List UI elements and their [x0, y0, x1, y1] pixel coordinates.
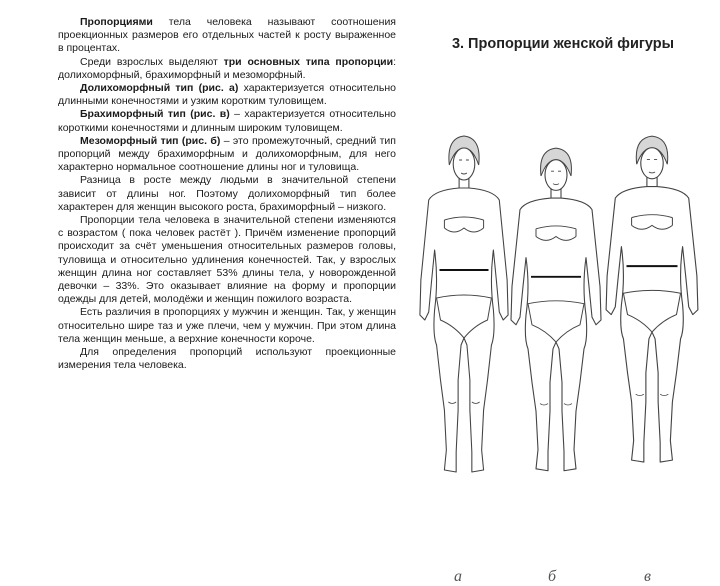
paragraph: Пропорции тела человека в значительной степени изменяются с возрастом ( пока человек растёт ). Причём изменение пропорций происходит за счёт уменьшения относительных размеров головы, туловища и относительно удлинения конечностей. Так, у взрослых женщин длина ног составляет 53% длины тела, у новорожденной девочки – 33%. Это оказывает влияние на форму и пропорции одежды для детей, молодёжи и женщин пожилого возраста. [58, 214, 396, 306]
figure-label-v: в [644, 568, 651, 585]
figure-illustration [412, 112, 712, 585]
paragraph: Есть различия в пропорциях у мужчин и женщин. Так, у женщин относительно шире таз и уже плечи, чем у мужчин. При этом длина тела женщин меньше, а верхние конечности короче. [58, 306, 396, 345]
figure-b [511, 148, 601, 471]
paragraph: Мезоморфный тип (рис. б) – это промежуточный, средний тип пропорций между брахиморфным и долихоморфным, для него характерно нормальное соотношение длины ног и туловища. [58, 134, 396, 174]
text-column [58, 16, 396, 372]
paragraph: Долихоморфный тип (рис. а) характеризуется относительно длинными конечностями и узким коротким туловищем. [58, 82, 397, 108]
paragraph: Для определения пропорций используют проекционные измерения тела человека. [58, 346, 396, 372]
figure-label-a: а [454, 568, 462, 585]
paragraph: Пропорциями тела человека называют соотношения проекционных размеров его отдельных частей к росту выраженное в процентах. [58, 16, 396, 55]
paragraph: Разница в росте между людьми в значительной степени зависит от длины ног. Поэтому долихоморфный тип более характерен для женщин высокого роста, брахиморфный – низкого. [58, 174, 396, 213]
slide-title: 3. Пропорции женской фигуры [451, 36, 675, 52]
paragraph: Брахиморфный тип (рис. в) – характеризуется относительно короткими конечностями и длинным широким туловищем. [58, 108, 396, 134]
female-figures-drawing [412, 112, 712, 492]
figure-label-b: б [548, 568, 557, 585]
figure-a [420, 136, 508, 472]
paragraph: Среди взрослых выделяют три основных типа пропорции: долихоморфный, брахиморфный и мезоморфный. [58, 55, 396, 81]
figure-v [606, 136, 698, 462]
